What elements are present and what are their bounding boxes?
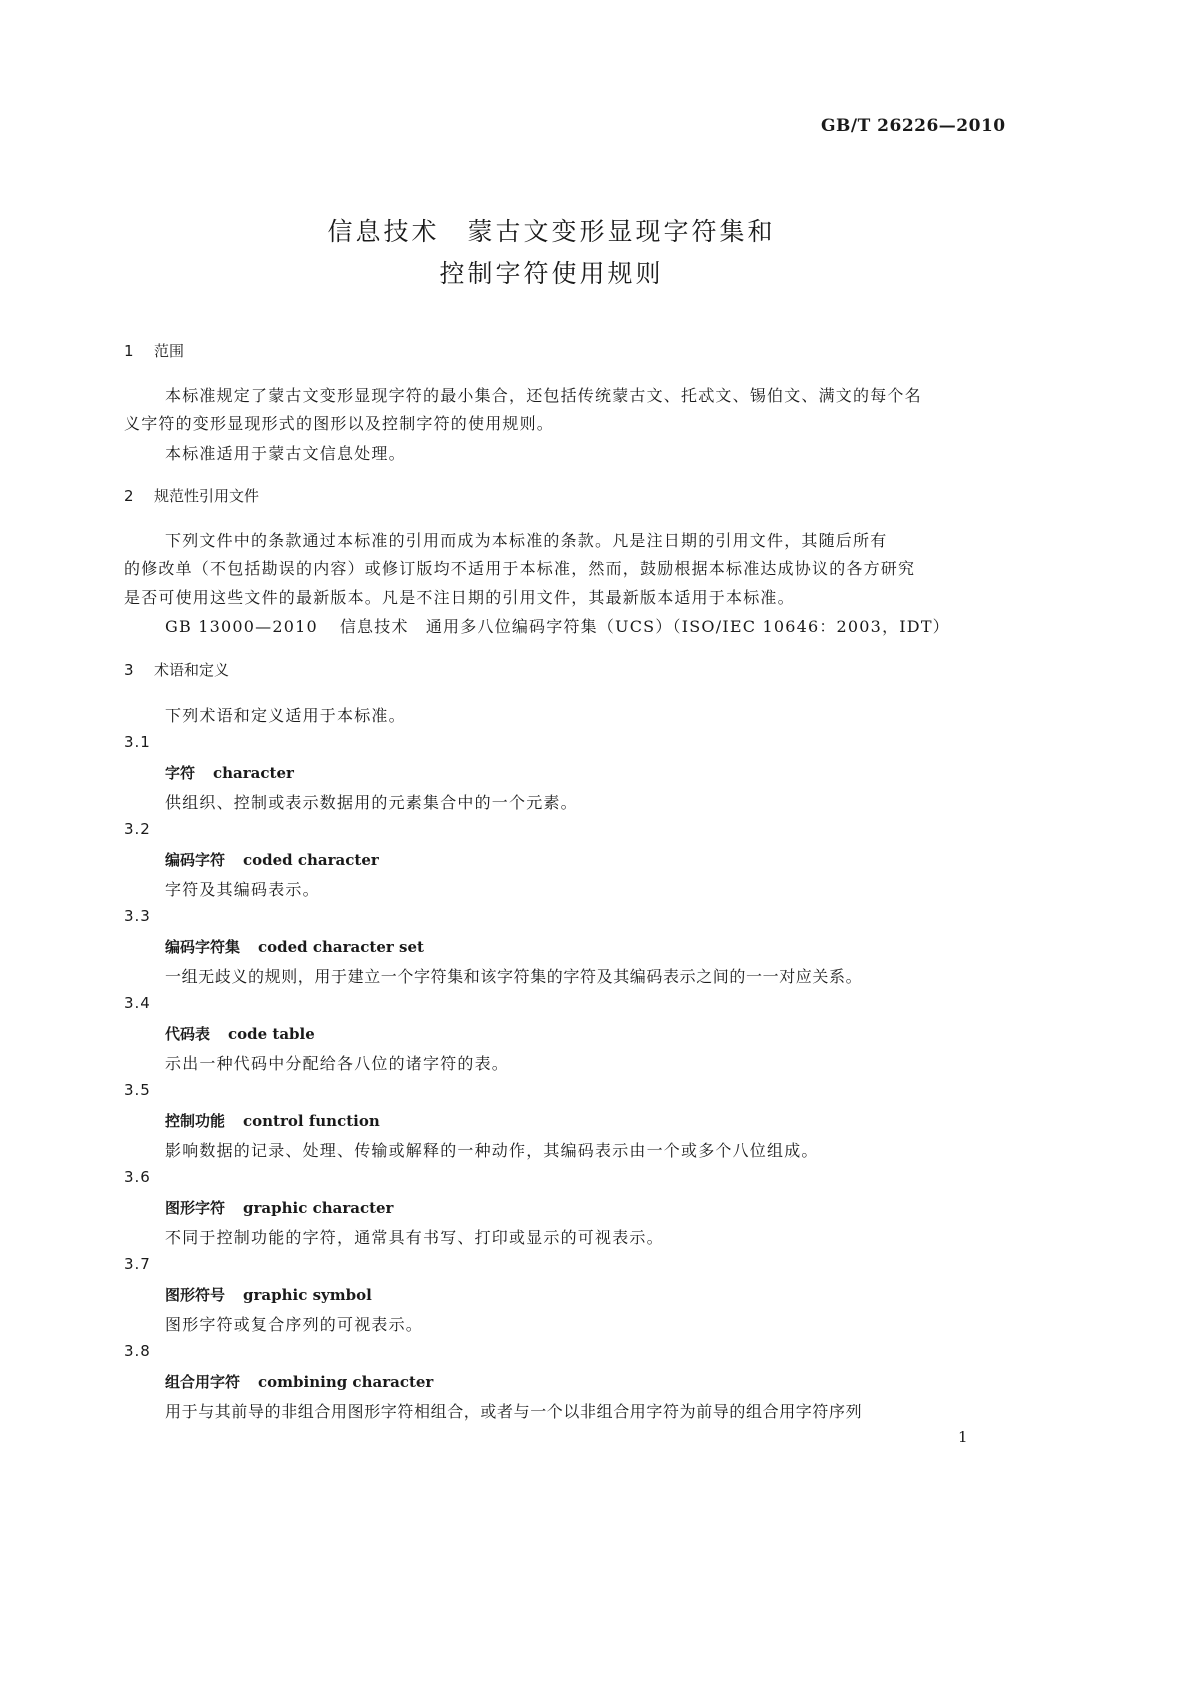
term-heading: [165, 1110, 380, 1131]
term-english: coded character set: [258, 938, 424, 956]
term-number: 3.2: [124, 820, 151, 838]
document-title-line-2: 控制字符使用规则: [439, 259, 664, 288]
term-definition: 字符及其编码表示。: [165, 880, 320, 899]
term-definition: 影响数据的记录、处理、传输或解释的一种动作，其编码表示由一个或多个八位组成。: [165, 1141, 819, 1160]
term-english: control function: [243, 1112, 380, 1130]
section-3-heading: [124, 659, 229, 680]
term-heading: [165, 762, 294, 783]
section-1-para-1-line-1: 本标准规定了蒙古文变形显现字符的最小集合，还包括传统蒙古文、托忒文、锡伯文、满文的每个名: [165, 386, 922, 405]
section-number: 2: [124, 487, 134, 505]
section-2-para-line-1: 下列文件中的条款通过本标准的引用而成为本标准的条款。凡是注日期的引用文件，其随后所有: [165, 531, 888, 550]
term-chinese: 图形符号: [165, 1286, 226, 1304]
term-english: character: [213, 764, 294, 782]
reference-title: 信息技术 通用多八位编码字符集（UCS）（ISO/IEC 10646：2003，IDT）: [339, 617, 950, 636]
term-heading: [165, 849, 379, 870]
section-number: 3: [124, 661, 134, 679]
section-2-heading: [124, 485, 259, 506]
term-definition: 供组织、控制或表示数据用的元素集合中的一个元素。: [165, 793, 578, 812]
section-number: 1: [124, 342, 134, 360]
document-title-line-1: 信息技术 蒙古文变形显现字符集和: [327, 217, 776, 246]
section-2-para-line-3: 是否可使用这些文件的最新版本。凡是不注日期的引用文件，其最新版本适用于本标准。: [124, 588, 795, 607]
reference-code: GB 13000—2010: [165, 617, 318, 636]
section-1-para-1-line-2: 义字符的变形显现形式的图形以及控制字符的使用规则。: [124, 414, 555, 433]
section-1-para-2: 本标准适用于蒙古文信息处理。: [165, 444, 406, 463]
term-english: graphic symbol: [243, 1286, 372, 1304]
term-chinese: 编码字符集: [165, 938, 241, 956]
section-1-heading: [124, 340, 184, 361]
term-number: 3.8: [124, 1342, 151, 1360]
term-definition: 示出一种代码中分配给各八位的诸字符的表。: [165, 1054, 510, 1073]
term-number: 3.6: [124, 1168, 151, 1186]
section-2-para-line-2: 的修改单（不包括勘误的内容）或修订版均不适用于本标准，然而，鼓励根据本标准达成协议的各方研究: [124, 559, 916, 578]
term-heading: [165, 1197, 393, 1218]
term-number: 3.4: [124, 994, 151, 1012]
term-chinese: 代码表: [165, 1025, 211, 1043]
term-heading: [165, 1371, 433, 1392]
page-number: 1: [958, 1428, 968, 1446]
term-heading: [165, 936, 424, 957]
term-english: graphic character: [243, 1199, 394, 1217]
term-definition: 不同于控制功能的字符，通常具有书写、打印或显示的可视表示。: [165, 1228, 664, 1247]
normative-reference: [165, 614, 950, 637]
term-number: 3.5: [124, 1081, 151, 1099]
term-definition: 图形字符或复合序列的可视表示。: [165, 1315, 424, 1334]
term-heading: [165, 1023, 315, 1044]
section-title: 术语和定义: [154, 661, 230, 679]
term-number: 3.1: [124, 733, 151, 751]
term-chinese: 控制功能: [165, 1112, 226, 1130]
section-3-intro: 下列术语和定义适用于本标准。: [165, 706, 406, 725]
term-chinese: 组合用字符: [165, 1373, 241, 1391]
term-definition: 用于与其前导的非组合用图形字符相组合，或者与一个以非组合用字符为前导的组合用字符序列: [165, 1402, 863, 1421]
term-heading: [165, 1284, 372, 1305]
term-english: combining character: [258, 1373, 434, 1391]
section-title: 范围: [154, 342, 185, 360]
term-number: 3.3: [124, 907, 151, 925]
term-chinese: 图形字符: [165, 1199, 226, 1217]
term-definition: 一组无歧义的规则，用于建立一个字符集和该字符集的字符及其编码表示之间的一一对应关系。: [165, 967, 863, 986]
term-number: 3.7: [124, 1255, 151, 1273]
section-title: 规范性引用文件: [154, 487, 260, 505]
term-english: coded character: [243, 851, 379, 869]
standard-number: GB/T 26226—2010: [821, 116, 1006, 136]
term-chinese: 字符: [165, 764, 196, 782]
term-english: code table: [228, 1025, 315, 1043]
term-chinese: 编码字符: [165, 851, 226, 869]
